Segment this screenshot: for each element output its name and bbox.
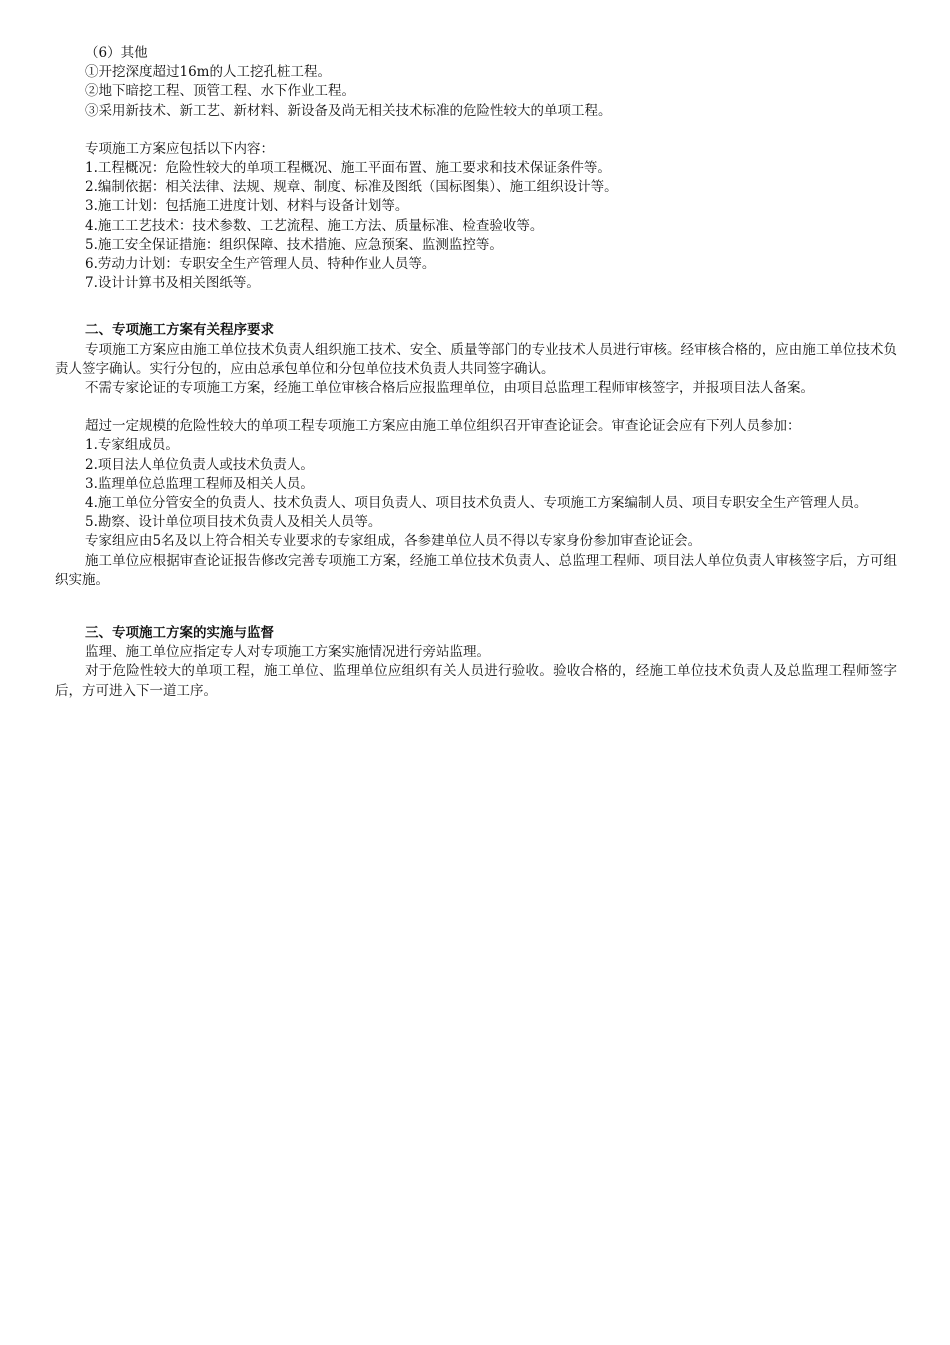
- list-item: 2.项目法人单位负责人或技术负责人。: [85, 456, 314, 473]
- section-heading: 三、专项施工方案的实施与监督: [85, 625, 274, 642]
- spacer: [55, 121, 897, 140]
- list-item: 1.工程概况：危险性较大的单项工程概况、施工平面布置、施工要求和技术保证条件等。: [85, 160, 611, 177]
- section-other: [55, 44, 897, 121]
- list-item: 5.施工安全保证措施：组织保障、技术措施、应急预案、监测监控等。: [85, 236, 503, 253]
- list-item: ③采用新技术、新工艺、新材料、新设备及尚无相关技术标准的危险性较大的单项工程。: [85, 102, 612, 119]
- plan-contents: [55, 140, 897, 294]
- paragraph: 专项施工方案应由施工单位技术负责人组织施工技术、安全、质量等部门的专业技术人员进行审核。经审核合格的，应由施工单位技术负责人签字确认。实行分包的，应由总承包单位和分包单位技术负责人共同签字确认。: [55, 341, 897, 377]
- paragraph: 对于危险性较大的单项工程，施工单位、监理单位应组织有关人员进行验收。验收合格的，经施工单位技术负责人及总监理工程师签字后，方可进入下一道工序。: [55, 663, 897, 699]
- list-item: 5.勘察、设计单位项目技术负责人及相关人员等。: [85, 514, 382, 531]
- paragraph: 监理、施工单位应指定专人对专项施工方案实施情况进行旁站监理。: [85, 644, 490, 661]
- section-two: [55, 321, 897, 590]
- list-item: 4.施工工艺技术：技术参数、工艺流程、施工方法、质量标准、检查验收等。: [85, 217, 544, 234]
- list-item: 2.编制依据：相关法律、法规、规章、制度、标准及图纸（国标图集）、施工组织设计等。: [85, 179, 618, 196]
- list-item: 7.设计计算书及相关图纸等。: [85, 275, 260, 292]
- plan-contents-intro: 专项施工方案应包括以下内容：: [85, 140, 274, 157]
- section-three: [55, 624, 897, 701]
- spacer: [55, 590, 897, 624]
- paragraph: 专家组应由5名及以上符合相关专业要求的专家组成，各参建单位人员不得以专家身份参加审查论证会。: [85, 533, 702, 550]
- list-item: 4.施工单位分管安全的负责人、技术负责人、项目负责人、项目技术负责人、专项施工方案编制人员、项目专职安全生产管理人员。: [85, 495, 868, 512]
- paragraph: 施工单位应根据审查论证报告修改完善专项施工方案，经施工单位技术负责人、总监理工程师、项目法人单位负责人审核签字后，方可组织实施。: [55, 552, 897, 588]
- review-intro: 超过一定规模的危险性较大的单项工程专项施工方案应由施工单位组织召开审查论证会。审查论证会应有下列人员参加：: [85, 418, 801, 435]
- list-item: 3.监理单位总监理工程师及相关人员。: [85, 475, 314, 492]
- list-item: 1.专家组成员。: [85, 437, 179, 454]
- list-item: ②地下暗挖工程、顶管工程、水下作业工程。: [85, 83, 355, 100]
- list-item: ①开挖深度超过16m的人工挖孔桩工程。: [85, 64, 331, 81]
- list-item: 3.施工计划：包括施工进度计划、材料与设备计划等。: [85, 198, 409, 215]
- section-other-title: （6）其他: [85, 45, 148, 61]
- paragraph: 不需专家论证的专项施工方案，经施工单位审核合格后应报监理单位，由项目总监理工程师审核签字，并报项目法人备案。: [85, 380, 814, 397]
- list-item: 6.劳动力计划：专职安全生产管理人员、特种作业人员等。: [85, 256, 436, 273]
- document-page: [55, 44, 897, 701]
- section-heading: 二、专项施工方案有关程序要求: [85, 322, 274, 339]
- spacer: [55, 398, 897, 417]
- spacer: [55, 293, 897, 321]
